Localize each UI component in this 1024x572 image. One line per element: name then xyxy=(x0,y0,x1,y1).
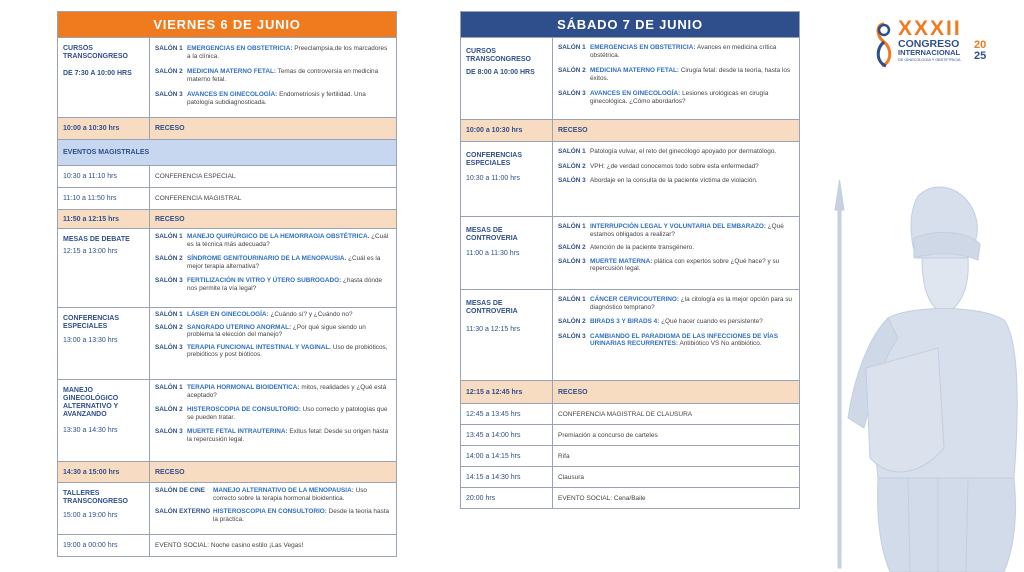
saturday-rifa: 14:00 a 14:15 hrs Rifa xyxy=(461,445,799,466)
friday-conf-magistral: 11:10 a 11:50 hrs CONFERENCIA MAGISTRAL xyxy=(58,187,396,209)
friday-schedule xyxy=(57,11,397,557)
saturday-header: SÁBADO 7 DE JUNIO xyxy=(461,12,799,37)
session-item: SALÓN 2 SÍNDROME GENITOURINARIO DE LA MENOPAUSIA. ¿Cuál es la mejor terapia alternativa? xyxy=(155,255,381,270)
friday-header: VIERNES 6 DE JUNIO xyxy=(58,12,396,37)
saturday-schedule xyxy=(460,11,800,509)
ribbon-icon xyxy=(872,20,896,70)
congress-logo xyxy=(872,18,1002,72)
session-item: SALÓN 1 CÁNCER CERVICOUTERINO: ¿la citología es la mejor opción para su diagnóstico temprano? xyxy=(558,296,792,311)
logo-line-1: CONGRESO xyxy=(898,38,960,50)
logo-line-2: INTERNACIONAL xyxy=(898,48,961,57)
session-item: SALÓN 2 VPH: ¿de verdad conocemos todo sobre esta enfermedad? xyxy=(558,162,759,170)
session-item: SALÓN 3 CAMBIANDO EL PARADIGMA DE LAS INFECCIONES DE VÍAS URINARIAS RECURRENTES: Antibiótico VS No antibiótico. xyxy=(558,332,779,348)
friday-eventos-band: EVENTOS MAGISTRALES xyxy=(58,139,396,165)
logo-year-bottom: 25 xyxy=(974,50,987,62)
session-item: SALÓN 1 Patología vulvar, el reto del ginecólogo apoyado por dermatólogo. xyxy=(558,148,777,155)
session-item: SALÓN 2 BIRADS 3 Y BIRADS 4: ¿Qué hacer cuando es persistente? xyxy=(558,318,763,326)
category-time: DE 7:30 A 10:00 HRS xyxy=(63,70,132,77)
friday-mesas-row: MESAS DE DEBATE 12:15 a 13:00 hrs SALÓN 1 MANEJO QUIRÚRGICO DE LA HEMORRAGIA OBSTÉTRICA. ¿Cuál es la técnica más adecuada? SALÓN 2 SÍNDROME GENITOURINARIO DE LA MENOPAUSIA. ¿Cuál es la mejor terapia alternativa? SALÓN 3 FERTILIZACIÓN IN VITRO Y ÚTERO SUBROGADO: ¿hasta dónde nos permite la vía legal? xyxy=(58,228,396,307)
category-title: CURSOS TRANSCONGRESO xyxy=(63,45,128,60)
saturday-clausura-conf: 12:45 a 13:45 hrs CONFERENCIA MAGISTRAL DE CLAUSURA xyxy=(461,403,799,424)
friday-receso-1: 10:00 a 10:30 hrs RECESO xyxy=(58,117,396,139)
session-item: SALÓN 2 MEDICINA MATERNO FETAL: Cirugía fetal: desde la teoría, hasta los éxitos. xyxy=(558,67,791,82)
saturday-receso-1: 10:00 a 10:30 hrs RECESO xyxy=(461,119,799,141)
session-item: SALÓN 1 EMERGENCIAS EN OBSTETRICIA: Avances en medicina crítica obstétrica. xyxy=(558,44,777,59)
session-item: SALÓN 3 MUERTE FETAL INTRAUTERINA: Exitus fetal: Desde su origen hasta la repercusión legal. xyxy=(155,428,389,443)
saturday-mesas-1-row: MESAS DE CONTROVERIA 11:00 a 11:30 hrs SALÓN 1 INTERRUPCIÓN LEGAL Y VOLUNTARIA DEL EMBARAZO: ¿Qué estamos obligados a realizar? SALÓN 2 Atención de la paciente transgénero. SALÓN 3 MUERTE MATERNA: plática con expertos sobre ¿Qué hace? y su repercusión legal. xyxy=(461,216,799,289)
saturday-conferencias-row: CONFERENCIAS ESPECIALES 10:30 a 11:00 hrs SALÓN 1 Patología vulvar, el reto del ginecólogo apoyado por dermatólogo. SALÓN 2 VPH: ¿de verdad conocemos todo sobre esta enfermedad? SALÓN 3 Abordaje en la consulta de la paciente víctima de violación. xyxy=(461,141,799,216)
session-item: SALÓN 2 Atención de la paciente transgénero. xyxy=(558,244,695,252)
saturday-cursos-row: CURSOS TRANSCONGRESO DE 8:00 A 10:00 HRS SALÓN 1 EMERGENCIAS EN OBSTETRICIA: Avances en medicina crítica obstétrica. SALÓN 2 MEDICINA MATERNO FETAL: Cirugía fetal: desde la teoría, hasta los éxitos. SALÓN 3 AVANCES EN GINECOLOGÍA: Lesiones urológicas en cirugía ginecológica. ¿Cómo abordarlos? xyxy=(461,37,799,119)
warrior-statue-icon xyxy=(818,178,1024,572)
friday-evento-social: 19:00 a 00:00 hrs EVENTO SOCIAL: Noche casino estilo ¡Las Vegas! xyxy=(58,534,396,556)
session-item: SALÓN 3 AVANCES EN GINECOLOGÍA: Endometriosis y fertilidad. Una patología subdiagnosticada. xyxy=(155,91,366,106)
session-item: SALÓN 3 FERTILIZACIÓN IN VITRO Y ÚTERO SUBROGADO: ¿hasta dónde nos permite la vía legal? xyxy=(155,277,383,292)
friday-conferencias-row: CONFERENCIAS ESPECIALES 13:00 a 13:30 hrs SALÓN 1 LÁSER EN GINECOLOGÍA: ¿Cuándo sí? y ¿Cuándo no? SALÓN 2 SANGRADO UTERINO ANORMAL: ¿Por qué sigue siendo un problema la elección del manejo? SALÓN 3 TERAPIA FUNCIONAL INTESTINAL Y VAGINAL. Uso de probióticos, prebióticos y post bióticos. xyxy=(58,307,396,379)
friday-receso-3: 14:30 a 15:00 hrs RECESO xyxy=(58,461,396,482)
friday-talleres-row: TALLERES TRANSCONGRESO 15:00 a 19:00 hrs SALÓN DE CINE MANEJO ALTERNATIVO DE LA MENOPAUSIA: Uso correcto sobre la terapia hormonal bioidentica. SALÓN EXTERNO HISTEROSCOPIA EN CONSULTORIO: Desde la teoria hasta la práctica. xyxy=(58,482,396,534)
logo-numeral: XXXII xyxy=(898,17,962,40)
saturday-evento-social: 20:00 hrs EVENTO SOCIAL: Cena/Baile xyxy=(461,487,799,508)
saturday-receso-2: 12:15 a 12:45 hrs RECESO xyxy=(461,380,799,403)
session-item: SALÓN DE CINE MANEJO ALTERNATIVO DE LA MENOPAUSIA: Uso correcto sobre la terapia hormonal bioidentica. xyxy=(155,487,367,502)
session-item: SALÓN 1 LÁSER EN GINECOLOGÍA: ¿Cuándo sí? y ¿Cuándo no? xyxy=(155,311,353,318)
friday-conf-especial: 10:30 a 11:10 hrs CONFERENCIA ESPECIAL xyxy=(58,165,396,187)
logo-line-3: DE GINECOLOGÍA Y OBSTETRICIA xyxy=(898,58,961,62)
friday-manejo-row: MANEJO GINECOLÓGICO ALTERNATIVO Y AVANZANDO 13:30 a 14:30 hrs SALÓN 1 TERAPIA HORMONAL BIOIDENTICA: mitos, realidades y ¿Qué está aceptado? SALÓN 2 HISTEROSCOPIA DE CONSULTORIO: Uso correcto y patologías que se pueden tratar. SALÓN 3 MUERTE FETAL INTRAUTERINA: Exitus fetal: Desde su origen hasta la repercusión legal. xyxy=(58,379,396,461)
session-item: SALÓN 1 EMERGENCIAS EN OBSTETRICIA: Preeclampsia,de los marcadores a la clínica. xyxy=(155,45,388,60)
session-item: SALÓN 3 AVANCES EN GINECOLOGÍA: Lesiones urológicas en cirugía ginecológica. ¿Cómo abordarlos? xyxy=(558,90,769,105)
saturday-mesas-2-row: MESAS DE CONTROVERIA 11:30 a 12:15 hrs SALÓN 1 CÁNCER CERVICOUTERINO: ¿la citología es la mejor opción para su diagnóstico temprano? SALÓN 2 BIRADS 3 Y BIRADS 4: ¿Qué hacer cuando es persistente? SALÓN 3 CAMBIANDO EL PARADIGMA DE LAS INFECCIONES DE VÍAS URINARIAS RECURRENTES: Antibiótico VS No antibiótico. xyxy=(461,289,799,380)
saturday-clausura: 14:15 a 14:30 hrs Clausura xyxy=(461,466,799,487)
session-item: SALÓN 1 TERAPIA HORMONAL BIOIDENTICA: mitos, realidades y ¿Qué está aceptado? xyxy=(155,384,387,399)
friday-cursos-row xyxy=(58,37,396,117)
session-item: SALÓN 1 MANEJO QUIRÚRGICO DE LA HEMORRAGIA OBSTÉTRICA. ¿Cuál es la técnica más adecuada? xyxy=(155,233,389,248)
session-item: SALÓN 3 Abordaje en la consulta de la paciente víctima de violación. xyxy=(558,177,758,185)
logo-year-top: 20 xyxy=(974,39,987,51)
session-item: SALÓN 3 MUERTE MATERNA: plática con expertos sobre ¿Qué hace? y su repercusión legal. xyxy=(558,257,780,273)
session-item: SALÓN EXTERNO HISTEROSCOPIA EN CONSULTORIO: Desde la teoria hasta la práctica. xyxy=(155,508,390,523)
session-item: SALÓN 2 SANGRADO UTERINO ANORMAL: ¿Por qué sigue siendo un problema la elección del manejo? xyxy=(155,323,366,339)
saturday-premiacion: 13:45 a 14:00 hrs Premiación a concurso de carteles xyxy=(461,424,799,445)
friday-receso-2: 11:50 a 12:15 hrs RECESO xyxy=(58,209,396,228)
session-item: SALÓN 2 HISTEROSCOPIA DE CONSULTORIO: Uso correcto y patologías que se pueden tratar. xyxy=(155,406,388,421)
session-item: SALÓN 2 MEDICINA MATERNO FETAL: Temas de controversia en medicina materno fetal. xyxy=(155,68,379,83)
session-item: SALÓN 3 TERAPIA FUNCIONAL INTESTINAL Y VAGINAL. Uso de probióticos, prebióticos y post bióticos. xyxy=(155,343,388,359)
session-item: SALÓN 1 INTERRUPCIÓN LEGAL Y VOLUNTARIA DEL EMBARAZO: ¿Qué estamos obligados a realizar? xyxy=(558,223,784,238)
